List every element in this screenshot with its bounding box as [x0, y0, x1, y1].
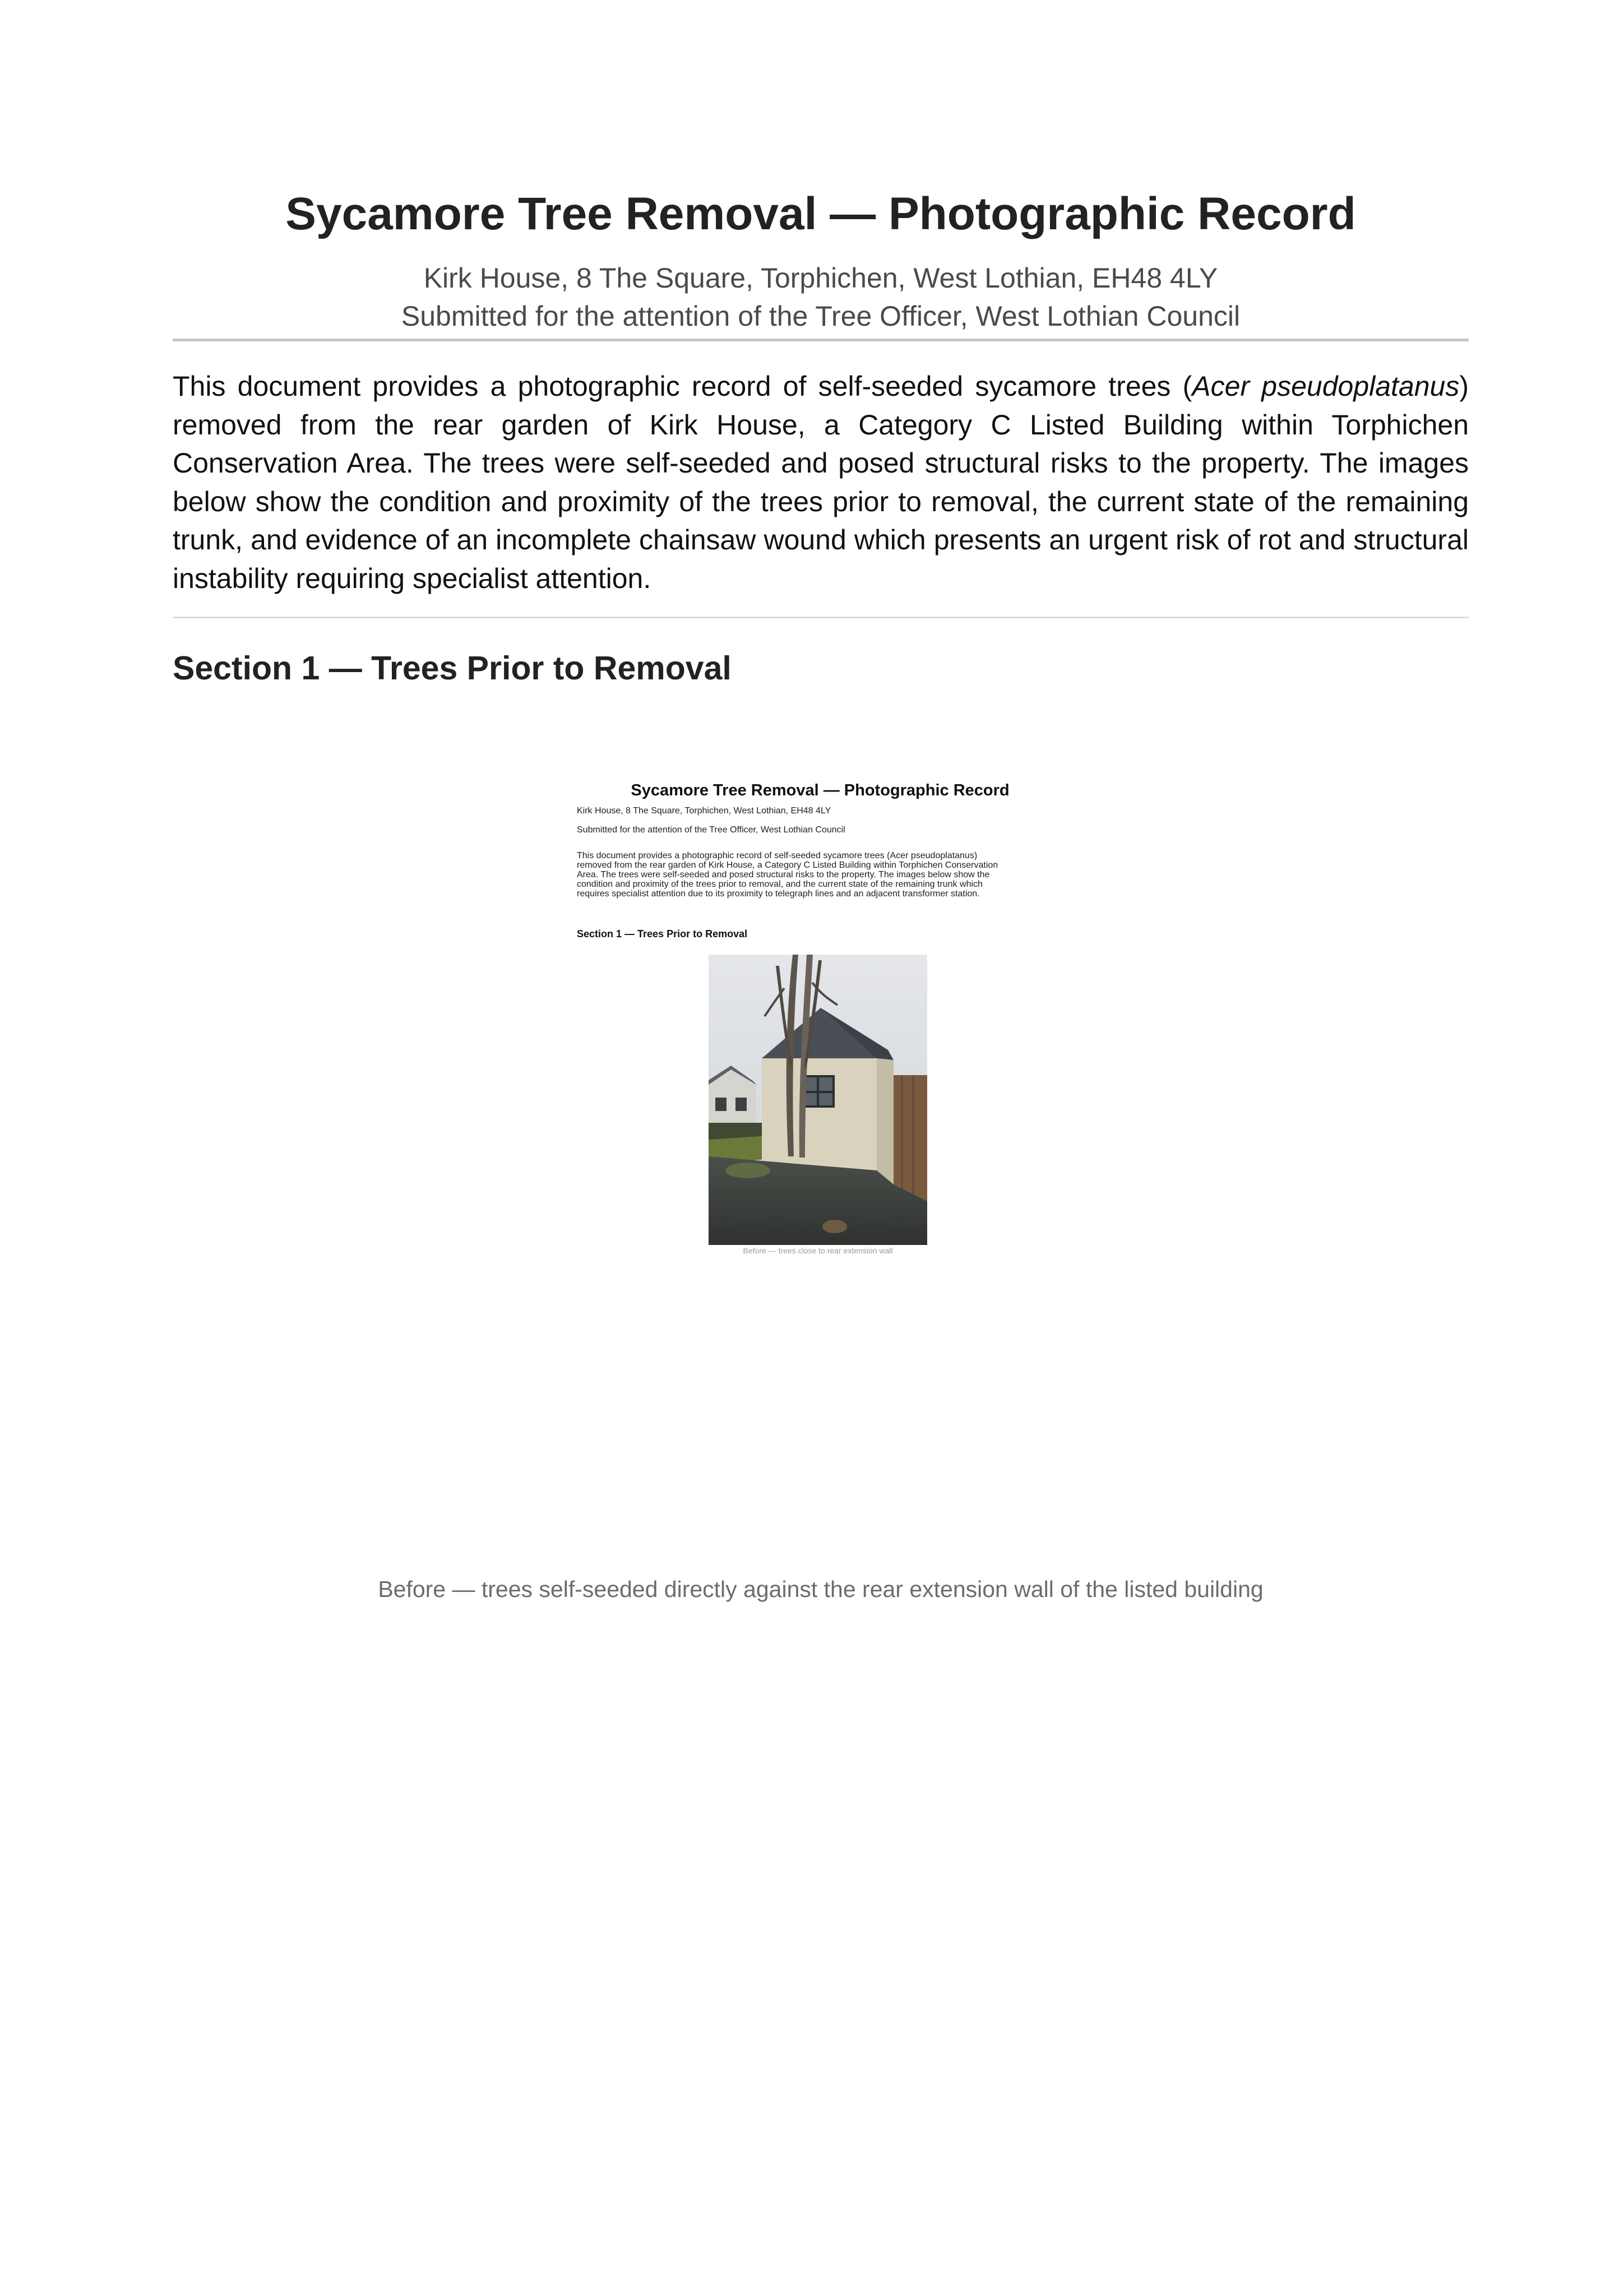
embedded-intro-line: Area. The trees were self-seeded and posed structural risks to the property. The images below show the — [577, 870, 990, 879]
embedded-document-screenshot — [573, 774, 1067, 1270]
document-title: Sycamore Tree Removal — Photographic Record — [285, 188, 1356, 239]
embedded-photo-caption: Before — trees close to rear extension wall — [743, 1246, 893, 1255]
intro-divider — [173, 617, 1469, 618]
species-name: Acer pseudoplatanus — [1192, 371, 1460, 402]
intro-paragraph — [173, 367, 1469, 598]
submission-note: Submitted for the attention of the Tree Officer, West Lothian Council — [401, 300, 1241, 332]
figure-caption: Before — trees self-seeded directly against the rear extension wall of the listed building — [378, 1576, 1264, 1602]
property-address: Kirk House, 8 The Square, Torphichen, West Lothian, EH48 4LY — [423, 262, 1218, 294]
embedded-address: Kirk House, 8 The Square, Torphichen, West Lothian, EH48 4LY — [577, 806, 831, 816]
embedded-intro-line: condition and proximity of the trees prior to removal, and the current state of the remaining trunk which — [577, 879, 983, 889]
header-divider — [173, 339, 1469, 341]
embedded-title: Sycamore Tree Removal — Photographic Record — [631, 781, 1010, 799]
embedded-submission-note: Submitted for the attention of the Tree Officer, West Lothian Council — [577, 825, 845, 835]
intro-text-start: This document provides a photographic record of self-seeded sycamore trees ( — [173, 371, 1192, 402]
embedded-intro-line: removed from the rear garden of Kirk House, a Category C Listed Building within Torphichen Conservation — [577, 860, 998, 870]
embedded-section-heading: Section 1 — Trees Prior to Removal — [577, 928, 748, 939]
garden-photo-image — [709, 955, 927, 1245]
embedded-intro-line: This document provides a photographic record of self-seeded sycamore trees (Acer pseudoplatanus) — [577, 851, 978, 860]
embedded-intro-line: requires specialist attention due to its proximity to telegraph lines and an adjacent transformer station. — [577, 889, 980, 899]
section-1-heading: Section 1 — Trees Prior to Removal — [173, 650, 732, 687]
embedded-intro-paragraph — [577, 851, 1063, 899]
intro-text-end: ) removed from the rear garden of Kirk House, a Category C Listed Building within Torphichen Conservation Area. The trees were self-seeded and posed structural risks to the property. The images below show the condition and proximity of the trees prior to removal, the current state of the remaining trunk, and evidence of an incomplete chainsaw wound which presents an urgent risk of rot and structural instability requiring specialist attention. — [173, 371, 1469, 594]
